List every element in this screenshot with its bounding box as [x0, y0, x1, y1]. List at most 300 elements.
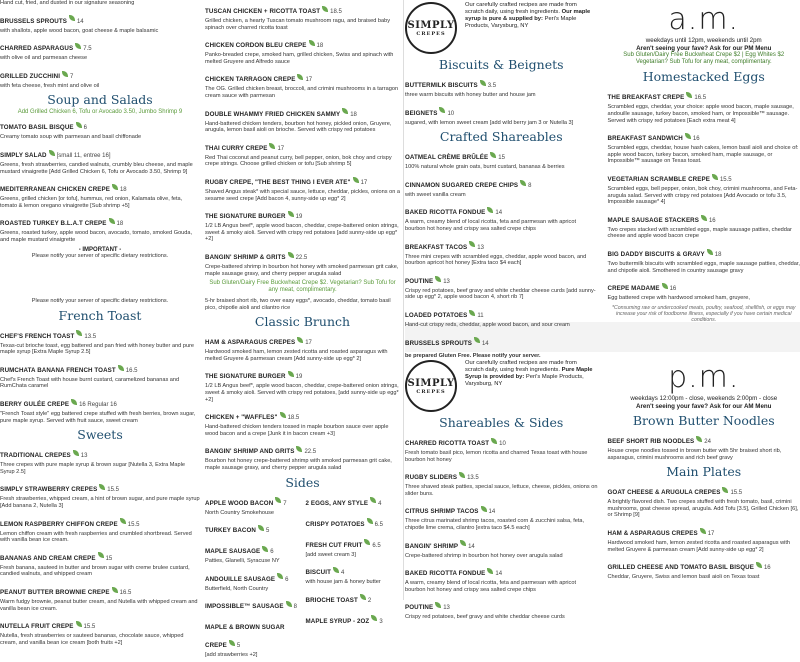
- menu-item: [608, 168, 800, 206]
- item-name: CHICKEN CORDON BLEU CREPE: [205, 42, 307, 49]
- item-price: 15.5: [107, 487, 119, 493]
- leaf-icon: [367, 518, 373, 524]
- menu-item: [0, 0, 200, 7]
- item-name: TUSCAN CHICKEN + RICOTTA TOAST: [205, 8, 320, 15]
- item-description: Fresh strawberries, whipped cream, a hint of brown sugar, and pure maple syrup [Add banana 2, Nutella 3]: [0, 496, 200, 509]
- menu-item: [405, 596, 598, 621]
- menu-item: [205, 519, 300, 537]
- sides-heading: Sides: [205, 475, 400, 490]
- item-description: with sweet vanilla cream: [405, 192, 598, 199]
- leaf-icon: [435, 276, 441, 282]
- leaf-icon: [707, 249, 713, 255]
- item-name: NUTELLA FRUIT CREPE: [0, 623, 74, 630]
- leaf-icon: [269, 143, 275, 149]
- menu-item: [205, 595, 300, 613]
- leaf-icon: [288, 371, 294, 377]
- item-name: FRESH CUT FRUIT: [306, 542, 363, 549]
- gf-bottom-note: be prepared Gluten Free. Please notify your server.: [405, 353, 598, 360]
- raw-food-warning: *Consuming raw or undercooked meats, poultry, seafood, shellfish, or eggs may increase your risk of foodborne illness, especially if you have certain medical conditions.: [608, 305, 800, 323]
- leaf-icon: [333, 567, 339, 573]
- item-price: 18: [120, 187, 127, 193]
- french-toast-list: [0, 325, 200, 425]
- item-name: CITRUS SHRIMP TACOS: [405, 508, 479, 515]
- item-price: 18: [350, 112, 357, 118]
- simply-crepes-logo: [405, 2, 457, 54]
- plates-list: [608, 481, 800, 581]
- menu-item: [0, 359, 200, 390]
- item-description: Three crepes with pure maple syrup & brown sugar [Nutella 3, Extra Maple Syrup 2.5]: [0, 462, 200, 475]
- leaf-icon: [73, 450, 79, 456]
- gf-note: Sub Gluten/Dairy Free Buckwheat Crepe $2. Vegetarian? Sub Tofu for any meat, complimentary.: [205, 280, 400, 294]
- panel-top-center: [205, 0, 400, 292]
- leaf-icon: [712, 174, 718, 180]
- item-price: 5: [237, 643, 240, 649]
- item-name: MAPLE SAUSAGE: [205, 548, 260, 555]
- item-price: 24: [704, 439, 711, 445]
- homestacked-eggs-heading: Homestacked Eggs: [608, 69, 800, 84]
- pm-am-link: Aren't seeing your fave? Ask for our AM Menu: [608, 403, 800, 411]
- item-name: 2 EGGS, ANY STYLE: [306, 500, 369, 507]
- leaf-icon: [49, 150, 55, 156]
- noodles-list: [608, 430, 800, 461]
- leaf-icon: [296, 446, 302, 452]
- main-plates-heading: Main Plates: [608, 464, 800, 479]
- item-description: Lemon chiffon cream with fresh raspberries and crumbled shortbread. Served with vanilla bean ice cream.: [0, 531, 200, 544]
- item-price: 3.5: [488, 83, 496, 89]
- item-name: GRILLED CHEESE AND TOMATO BASIL BISQUE: [608, 564, 754, 571]
- item-description: North Country Smokehouse: [205, 510, 300, 517]
- item-price: 5: [266, 528, 269, 534]
- item-name: RUMCHATA BANANA FRENCH TOAST: [0, 367, 116, 374]
- item-price: 16: [709, 218, 716, 224]
- item-price: 13: [443, 605, 450, 611]
- item-name: ANDOUILLE SAUSAGE: [205, 576, 275, 583]
- menu-item: [405, 562, 598, 593]
- item-description: Hand-battered chicken tenders tossed in maple bourbon sauce over apple wood bacon and a crepe [Junk it in bacon cream +3]: [205, 424, 400, 437]
- leaf-icon: [686, 92, 692, 98]
- item-price: 15: [498, 155, 505, 161]
- item-description: 1/2 LB Angus beef*, apple wood bacon, cheddar, crepe-battered onion strings, sweet & smoky aioli. Served with crispy red potatoes, [add sunny-side up egg* +2]: [205, 383, 400, 403]
- leaf-icon: [71, 399, 77, 405]
- important-note: Please notify your server of specific dietary restrictions.: [0, 253, 200, 260]
- sweets-heading: Sweets: [0, 427, 200, 442]
- leaf-icon: [487, 568, 493, 574]
- menu-item: [0, 547, 200, 578]
- item-description: Bourbon hot honey crepe-battered shrimp with smoked parmesan grit cake, maple sausage gravy, and cherry pepper arugula salad: [205, 458, 400, 471]
- menu-item: [205, 68, 400, 99]
- item-name: LOADED POTATOES: [405, 312, 467, 319]
- leaf-icon: [435, 602, 441, 608]
- item-price: 18: [715, 252, 722, 258]
- item-price: 18.5: [330, 9, 342, 15]
- menu-item: [306, 492, 401, 510]
- menu-item: [608, 209, 800, 240]
- item-price: 17: [277, 146, 284, 152]
- menu-item: [0, 178, 200, 209]
- leaf-icon: [98, 552, 104, 558]
- item-name: CREPE MADAME: [608, 285, 660, 292]
- menu-item: [205, 103, 400, 134]
- shareables-list: [405, 146, 598, 349]
- leaf-icon: [696, 436, 702, 442]
- pm-intro-bold: Pure Maple Syrup is provided by:: [465, 367, 593, 380]
- item-description: 100% natural whole grain oats, burnt custard, bananas & berries: [405, 164, 598, 171]
- item-price: 17: [361, 180, 368, 186]
- item-name: THAI CURRY CREPE: [205, 145, 267, 152]
- leaf-icon: [76, 330, 82, 336]
- item-name: TURKEY BACON: [205, 527, 256, 534]
- item-name: MAPLE SYRUP - 2OZ: [306, 618, 370, 625]
- item-description: with shallots, apple wood bacon, goat cheese & maple balsamic: [0, 28, 200, 35]
- item-price: 17: [708, 531, 715, 537]
- pm-intro-text: Our carefully crafted recipes are made from scratch daily, using fresh ingredients.: [465, 360, 577, 373]
- item-name: HAM & ASPARAGUS CREPES: [205, 339, 295, 346]
- item-price: 2: [368, 598, 371, 604]
- item-description: Creamy tomato soup with parmesan and basil chiffonade: [0, 134, 200, 141]
- item-price: 17: [305, 77, 312, 83]
- sides-list-left: [205, 492, 300, 662]
- menu-item: [205, 406, 400, 437]
- leaf-icon: [371, 615, 377, 621]
- item-name: BANANAS AND CREAM CREPE: [0, 555, 96, 562]
- leaf-icon: [69, 15, 75, 21]
- item-description: Two crepes stacked with scrambled eggs, maple sausage patties, cheddar cheese and apple wood bacon crepe: [608, 227, 800, 240]
- am-intro-text: Our carefully crafted recipes are made from scratch daily, using fresh ingredients.: [465, 2, 577, 15]
- leaf-icon: [487, 207, 493, 213]
- french-toast-heading: French Toast: [0, 308, 200, 323]
- item-description: Hand-cut crispy reds, cheddar, apple wood bacon, and sour cream: [405, 322, 598, 329]
- menu-item: [0, 393, 200, 424]
- item-name: RUGBY CREPE, "THE BEST THING I EVER ATE": [205, 179, 351, 186]
- item-price: 13.5: [467, 475, 479, 481]
- item-name: CRISPY POTATOES: [306, 521, 365, 528]
- pm-hours: weekdays 12:00pm - close, weekends 2:00pm - close: [608, 395, 800, 403]
- item-price: 6.5: [375, 522, 383, 528]
- leaf-icon: [286, 601, 292, 607]
- menu-item: [608, 127, 800, 165]
- menu-item: [0, 444, 200, 475]
- item-price: 18.5: [288, 415, 300, 421]
- item-name: DOUBLE WHAMMY FRIED CHICKEN SAMMY: [205, 111, 340, 118]
- leaf-icon: [280, 412, 286, 418]
- item-description: "French Toast style" egg battered crepe stuffed with fresh berries, brown sugar, pure maple syrup. Served with fruit sauce, sweet cream: [0, 411, 200, 424]
- entrees-list: [205, 0, 400, 277]
- item-price: 7: [70, 74, 73, 80]
- menu-item: [306, 561, 401, 586]
- item-description: Butterfield, North Country: [205, 586, 300, 593]
- item-name: MAPLE SAUSAGE STACKERS: [608, 217, 699, 224]
- sides-list-right: [306, 492, 401, 662]
- item-description: with olive oil and parmesan cheese: [0, 55, 200, 62]
- leaf-icon: [459, 472, 465, 478]
- leaf-icon: [353, 177, 359, 183]
- item-price: 16: [764, 565, 771, 571]
- menu-item: [608, 481, 800, 519]
- item-description: Hardwood smoked ham, lemon zested ricotta and roasted asparagus with melted Gruyere & parmesan cream [Add sunny-side up egg* 2]: [608, 540, 800, 553]
- menu-item: [0, 581, 200, 612]
- item-price: 16.5: [126, 368, 138, 374]
- simply-crepes-logo-pm: [405, 360, 457, 412]
- item-description: with feta cheese, fresh mint and olive oil: [0, 83, 200, 90]
- menu-item: [405, 466, 598, 497]
- item-description: Scrambled eggs, cheddar, your choice: apple wood bacon, maple sausage, andouille sausage, turkey bacon, smoked ham, or Impossible™ sausage. Served with crispy red potatoes [Each extra meat 4]: [608, 104, 800, 124]
- item-name: BAKED RICOTTA FONDUE: [405, 209, 485, 216]
- item-price: 3: [379, 619, 382, 625]
- menu-item: [306, 589, 401, 607]
- pm-shareables-list: [405, 432, 598, 621]
- item-price: 14: [489, 509, 496, 515]
- leaf-icon: [364, 539, 370, 545]
- item-price: 14: [468, 544, 475, 550]
- leaf-icon: [480, 80, 486, 86]
- item-price: 13: [477, 245, 484, 251]
- menu-item: [608, 556, 800, 581]
- item-description: [add sweet cream 3]: [306, 552, 401, 559]
- item-name: ROASTED TURKEY B.L.A.T CREPE: [0, 220, 107, 227]
- menu-item: [306, 610, 401, 628]
- menu-item: [608, 243, 800, 274]
- item-description: Fresh tomato basil pico, lemon ricotta and charred Texas toast with house bourbon hot honey: [405, 450, 598, 463]
- leaf-icon: [460, 540, 466, 546]
- item-name: SIMPLY SALAD: [0, 152, 47, 159]
- leaf-icon: [288, 252, 294, 258]
- item-price: 8: [528, 183, 531, 189]
- brunch-list: [205, 331, 400, 471]
- leaf-icon: [490, 152, 496, 158]
- item-name: BANGIN' SHRIMP & GRITS: [205, 254, 286, 261]
- leaf-icon: [685, 133, 691, 139]
- leaf-icon: [75, 43, 81, 49]
- item-price: 14: [482, 341, 489, 347]
- item-description: Grilled chicken, a hearty Tuscan tomato mushroom ragu, and braised baby spinach over charred ricotta toast: [205, 18, 400, 31]
- item-price: 16.5: [120, 590, 132, 596]
- item-price: 15.5: [128, 522, 140, 528]
- leaf-icon: [120, 518, 126, 524]
- item-name: THE BREAKFAST CREPE: [608, 94, 685, 101]
- item-name: CHEF'S FRENCH TOAST: [0, 333, 74, 340]
- item-price: 14: [77, 19, 84, 25]
- menu-item: [205, 540, 300, 565]
- menu-item: [0, 212, 200, 243]
- panel-bottom-left: [0, 298, 200, 600]
- item-price: 18: [317, 43, 324, 49]
- pm-title: p.m.: [608, 360, 800, 395]
- panel-am-menu: [405, 0, 800, 320]
- panel-bottom-center: [205, 298, 400, 600]
- item-description: Three shaved steak patties, special sauce, lettuce, cheese, pickles, onions on slider buns.: [405, 484, 598, 497]
- item-description: Chef's French Toast with house burnt custard, caramelized bananas and RumChata caramel: [0, 377, 200, 390]
- menu-item: [0, 37, 200, 62]
- item-name: BANGIN' SHRIMP AND GRITS: [205, 448, 294, 455]
- menu-item: [0, 116, 200, 141]
- item-description: Crepe-battered shrimp in bourbon hot honey with smoked parmesan grit cake, maple sausage gravy, and cherry pepper arugula salad: [205, 264, 400, 277]
- item-description: The OG. Grilled chicken breast, broccoli, and crimini mushrooms in a tarragon cream sauce with parmesan: [205, 86, 400, 99]
- pm-supplier: Peri's Maple Products, Varysburg, NY: [465, 374, 584, 387]
- item-description: Greens, grilled chicken [or tofu], hummus, red onion, Kalamata olive, feta, tomato & lemon oregano vinaigrette [Sub shrimp +5]: [0, 196, 200, 209]
- item-description: Cheddar, Gruyere, Swiss and lemon basil aioli on Texas toast: [608, 574, 800, 581]
- leaf-icon: [288, 211, 294, 217]
- item-price: 17: [305, 340, 312, 346]
- item-name: CHICKEN TARRAGON CREPE: [205, 76, 295, 83]
- item-description: Hand-battered chicken tenders, bourbon hot honey, pickled onion, Gruyere, arugula, lemon basil aioli on brioche. Served with crispy red potatoes: [205, 121, 400, 134]
- item-price: 19: [296, 214, 303, 220]
- item-name: BERRY GULÉE CREPE: [0, 401, 69, 408]
- leaf-icon: [76, 621, 82, 627]
- eggs-list: [608, 86, 800, 301]
- item-name: BRIOCHE TOAST: [306, 597, 358, 604]
- item-name: POUTINE: [405, 604, 433, 611]
- menu-item: [608, 430, 800, 461]
- leaf-icon: [297, 74, 303, 80]
- item-name: IMPOSSIBLE™ SAUSAGE: [205, 603, 284, 610]
- item-description: Crepe-battered shrimp in bourbon hot honey over arugula salad: [405, 553, 598, 560]
- item-description: Crispy red potatoes, beef gravy and white cheddar cheese curds [add sunny-side up egg* 2, apple wood bacon 4, short rib 7]: [405, 288, 598, 301]
- menu-item: [306, 513, 401, 531]
- classic-brunch-heading: Classic Brunch: [205, 314, 400, 329]
- item-price: 15.5: [720, 177, 732, 183]
- item-description: sugared, with lemon sweet cream [add wild berry jam 3 or Nutella 3]: [405, 120, 598, 127]
- am-pm-link: Aren't seeing your fave? Ask for our PM Menu: [608, 45, 800, 53]
- leaf-icon: [439, 107, 445, 113]
- item-name: APPLE WOOD BACON: [205, 500, 273, 507]
- menu-item: [205, 205, 400, 243]
- item-price: 15.5: [84, 624, 96, 630]
- leaf-icon: [756, 562, 762, 568]
- soups-note: Add Grilled Chicken 6, Tofu or Avocado 3.50, Jumbo Shrimp 9: [0, 109, 200, 116]
- item-name: MEDITERRANEAN CHICKEN CREPE: [0, 186, 110, 193]
- item-price: 7: [283, 501, 286, 507]
- am-gf-note: Sub Gluten/Dairy Free Buckwheat Crepe $2 | Egg Whites $2 Vegetarian? Sub Tofu for any meat, complimentary.: [608, 52, 800, 66]
- pm-intro: [465, 360, 595, 388]
- item-price: 14: [495, 571, 502, 577]
- noodles-heading: Brown Butter Noodles: [608, 413, 800, 428]
- item-name: BIG DADDY BISCUITS & GRAVY: [608, 251, 705, 258]
- item-price: 10: [499, 441, 506, 447]
- menu-item: [205, 0, 400, 31]
- soups-heading: Soup and Salads: [0, 92, 200, 107]
- menu-item: [405, 432, 598, 463]
- logo-text-top: SIMPLY: [407, 20, 454, 31]
- menu-item: [405, 500, 598, 531]
- menu-item: [205, 137, 400, 168]
- item-description: Crispy red potatoes, beef gravy and white cheddar cheese curds: [405, 614, 598, 621]
- crafted-shareables-heading: Crafted Shareables: [405, 129, 598, 144]
- menu-item: [405, 102, 598, 127]
- am-intro-bold: Our maple syrup is pure & supplied by:: [465, 9, 590, 22]
- soups-list: [0, 116, 200, 243]
- item-price: 19: [296, 374, 303, 380]
- starters-list: [0, 0, 200, 89]
- menu-item: [405, 201, 598, 232]
- item-description: Patties, Glanelli, Syracuse NY: [205, 558, 300, 565]
- menu-item: [405, 146, 598, 171]
- item-price: 15.5: [730, 490, 742, 496]
- item-price: 22.5: [296, 255, 308, 261]
- item-name: CHARRED RICOTTA TOAST: [405, 440, 489, 447]
- item-name: THE SIGNATURE BURGER: [205, 373, 286, 380]
- leaf-icon: [520, 180, 526, 186]
- item-name: HAM & ASPARAGUS CREPES: [608, 530, 698, 537]
- am-hours: weekdays until 12pm, weekends until 2pm: [608, 37, 800, 45]
- leaf-icon: [469, 310, 475, 316]
- leaf-icon: [275, 497, 281, 503]
- item-name: MAPLE & BROWN SUGAR CREPE: [205, 624, 285, 649]
- item-description: Red Thai coconut and peanut curry, bell pepper, onion, bok choy and crispy crepe strings. Choose grilled chicken or tofu [Sub shrimp 5]: [205, 155, 400, 168]
- item-price: 6: [285, 577, 288, 583]
- logo-text-bottom: CREPES: [416, 31, 445, 37]
- item-name: BAKED RICOTTA FONDUE: [405, 570, 485, 577]
- item-description: Scrambled eggs, bell pepper, onion, bok choy, crimini mushrooms, and Feta-arugula salad. Served with crispy red potatoes [Add Avocado or tofu 3.5, Impossible sausage* 4]: [608, 186, 800, 206]
- panel-top-left: [0, 0, 200, 292]
- item-price: 16 Regular 16: [79, 402, 117, 408]
- menu-item: [0, 10, 200, 35]
- item-name: RUGBY SLIDERS: [405, 474, 457, 481]
- item-description: Panko-breaded crepe, smoked ham, grilled chicken, Swiss and spinach with melted Gruyere and Alfredo sauce: [205, 52, 400, 65]
- item-description: Shaved Angus steak* with special sauce, lettuce, cheddar, pickles, onions on a sesame seed crepe [Add bacon 4, sunny-side up egg* 2]: [205, 189, 400, 202]
- leaf-icon: [258, 525, 264, 531]
- item-name: BISCUIT: [306, 569, 331, 576]
- item-name: CHARRED ASPARAGUS: [0, 45, 73, 52]
- item-price: 13: [81, 453, 88, 459]
- leaf-icon: [99, 484, 105, 490]
- menu-item: [205, 365, 400, 403]
- leaf-icon: [700, 528, 706, 534]
- item-price: 10: [447, 111, 454, 117]
- menu-item: [205, 246, 400, 277]
- item-description: A warm, creamy blend of local ricotta, feta and parmesan with apricot bourbon hot honey and crispy sea salted crepe chips: [405, 219, 598, 232]
- menu-item: [205, 171, 400, 202]
- leaf-icon: [370, 497, 376, 503]
- leaf-icon: [322, 6, 328, 12]
- menu-item: [0, 615, 200, 646]
- leaf-icon: [262, 546, 268, 552]
- item-price: 6: [270, 549, 273, 555]
- leaf-icon: [118, 365, 124, 371]
- menu-item: [205, 440, 400, 471]
- menu-item: [0, 478, 200, 509]
- menu-item: [205, 34, 400, 65]
- menu-item: [405, 236, 598, 267]
- item-description: Scrambled eggs, cheddar, house hash cakes, lemon basil aioli and choice of: apple wood bacon, turkey bacon, smoked ham, maple sausage, or Impossible™ sausage on Texas toast.: [608, 145, 800, 165]
- item-name: GOAT CHEESE & ARUGULA CREPES: [608, 489, 721, 496]
- menu-item: [0, 325, 200, 356]
- item-price: [small 11, entree 16]: [57, 153, 111, 159]
- item-name: BUTTERMILK BISCUITS: [405, 82, 478, 89]
- item-description: A brightly flavored dish. Two crepes stuffed with fresh tomato, basil, crimini mushrooms, goat cheese spread, arugula. Add Tofu [3.5], Grilled Chicken [6], or Shrimp [9]: [608, 499, 800, 519]
- item-price: 22.5: [304, 449, 316, 455]
- menu-item: [608, 277, 800, 302]
- item-description: House crepe noodles tossed in brown butter with 5hr braised short rib, asparagus, crimini mushrooms and rich beef gravy: [608, 448, 800, 461]
- leaf-icon: [481, 506, 487, 512]
- item-price: 7.5: [83, 46, 91, 52]
- dietary-fragment: Please notify your server of specific dietary restrictions.: [0, 298, 200, 305]
- item-description: with house jam & honey butter: [306, 579, 401, 586]
- item-name: TOMATO BASIL BISQUE: [0, 124, 74, 131]
- menu-item: [405, 304, 598, 329]
- menu-item: [405, 74, 598, 99]
- item-description: Egg battered crepe with hardwood smoked ham, gruyere,: [608, 295, 800, 302]
- item-description: Greens, fresh strawberries, candied walnuts, crumbly bleu cheese, and maple mustard vinaigrette [Add Grilled Chicken 6, Tofu or Avocado 3.50, Shrimp 9]: [0, 162, 200, 175]
- item-price: 15: [106, 556, 113, 562]
- item-price: 4: [378, 501, 381, 507]
- item-price: 16: [693, 136, 700, 142]
- leaf-icon: [76, 122, 82, 128]
- panel-pm-menu: [405, 358, 800, 600]
- item-name: VEGETARIAN SCRAMBLE CREPE: [608, 176, 710, 183]
- item-price: 6.5: [372, 543, 380, 549]
- menu-item: [306, 534, 401, 559]
- item-price: 16: [670, 286, 677, 292]
